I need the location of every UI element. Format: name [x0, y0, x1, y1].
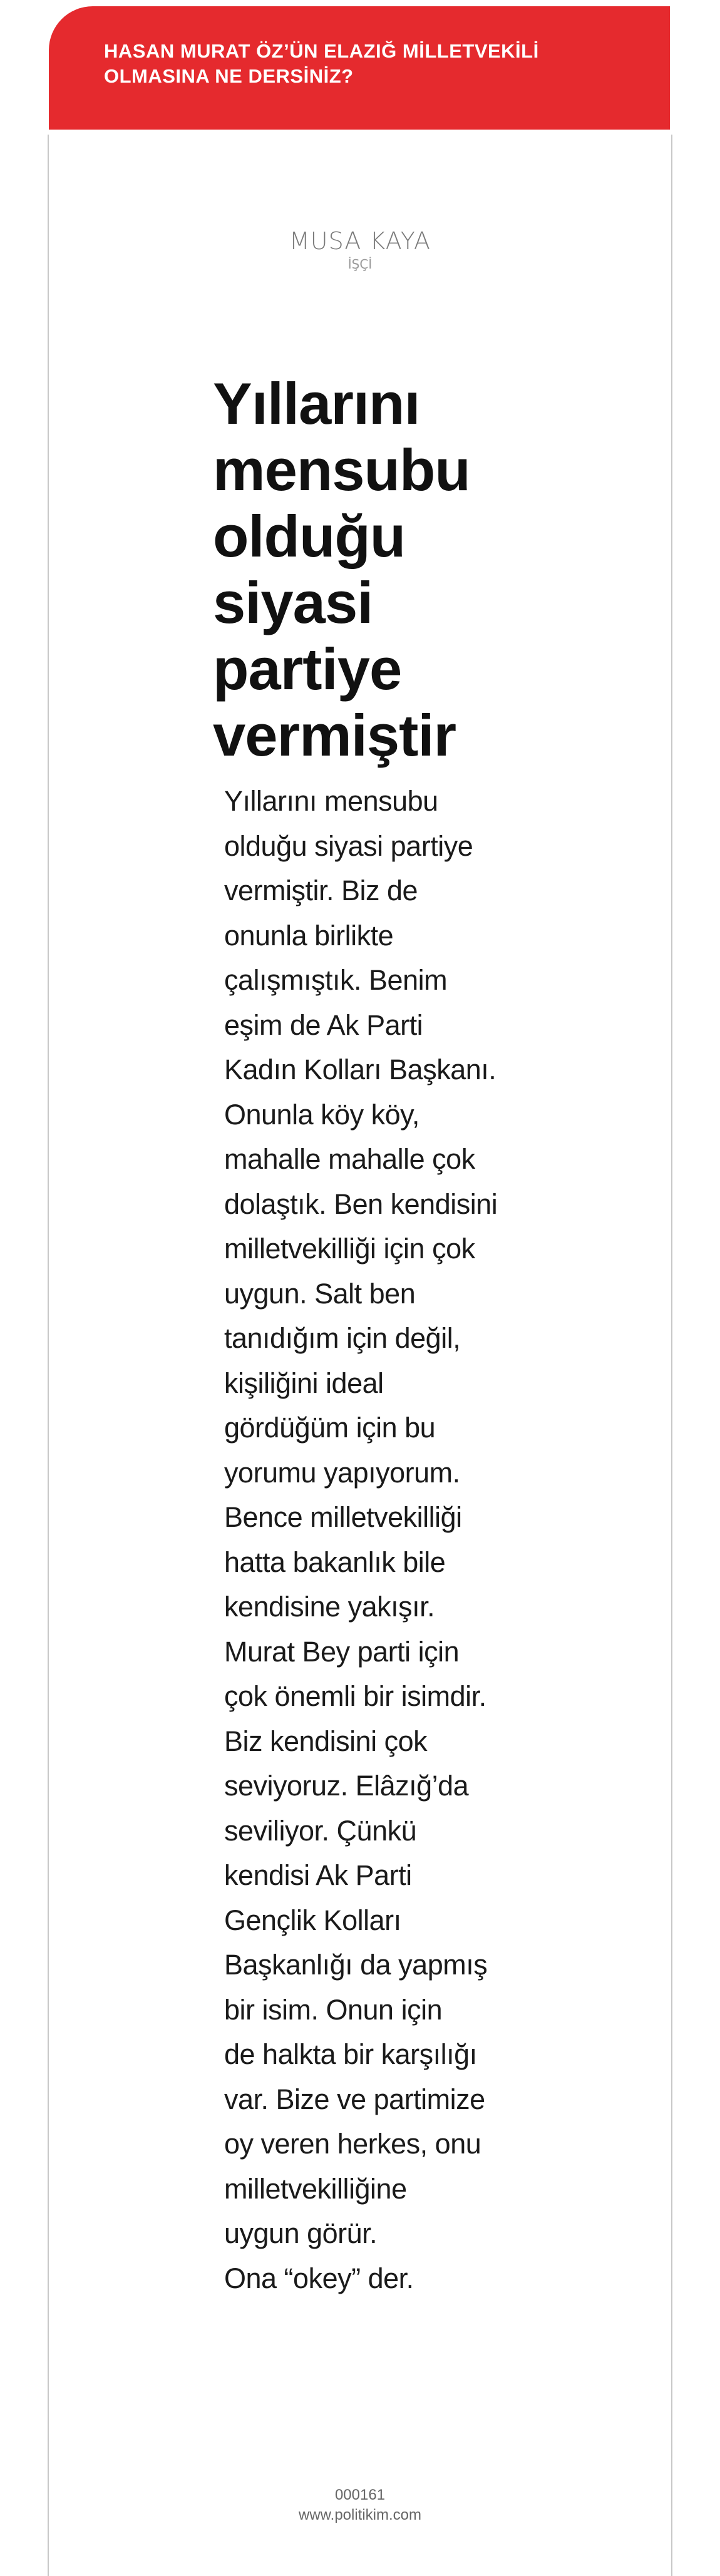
right-border-line: [671, 135, 672, 2576]
footer: [0, 2485, 720, 2525]
author-name: MUSA KAYA: [289, 227, 431, 255]
author-block: [0, 227, 720, 272]
header-title: HASAN MURAT ÖZ’ÜN ELAZIĞ MİLLETVEKİLİ OLMASINA NE DERSİNİZ?: [104, 40, 539, 87]
footer-code: 000161: [334, 2486, 386, 2503]
article-headline: Yıllarını mensubu olduğu siyasi partiye vermiştir: [213, 371, 470, 768]
author-role: İŞÇİ: [347, 257, 373, 272]
footer-url[interactable]: www.politikim.com: [298, 2507, 422, 2523]
header-banner: [49, 6, 670, 130]
left-border-line: [48, 135, 49, 2576]
article-body: Yıllarını mensubu olduğu siyasi partiye vermiştir. Biz de onunla birlikte çalışmıştık. Benim eşim de Ak Parti Kadın Kolları Başkanı. Onunla köy köy, mahalle mahalle çok dolaştık. Ben kendisini milletvekilliği için çok uygun. Salt ben tanıdığım için değil, kişiliğini ideal gördüğüm için bu yorumu yapıyorum. Bence milletvekilliği hatta bakanlık bile kendisine yakışır. Murat Bey parti için çok önemli bir isimdir. Biz kendisini çok seviyoruz. Elâzığ’da seviliyor. Çünkü kendisi Ak Parti Gençlik Kolları Başkanlığı da yapmış bir isim. Onun için de halkta bir karşılığı var. Bize ve partimize oy veren herkes, onu milletvekilliğine uygun görür. Ona “okey” der.: [224, 785, 498, 2294]
